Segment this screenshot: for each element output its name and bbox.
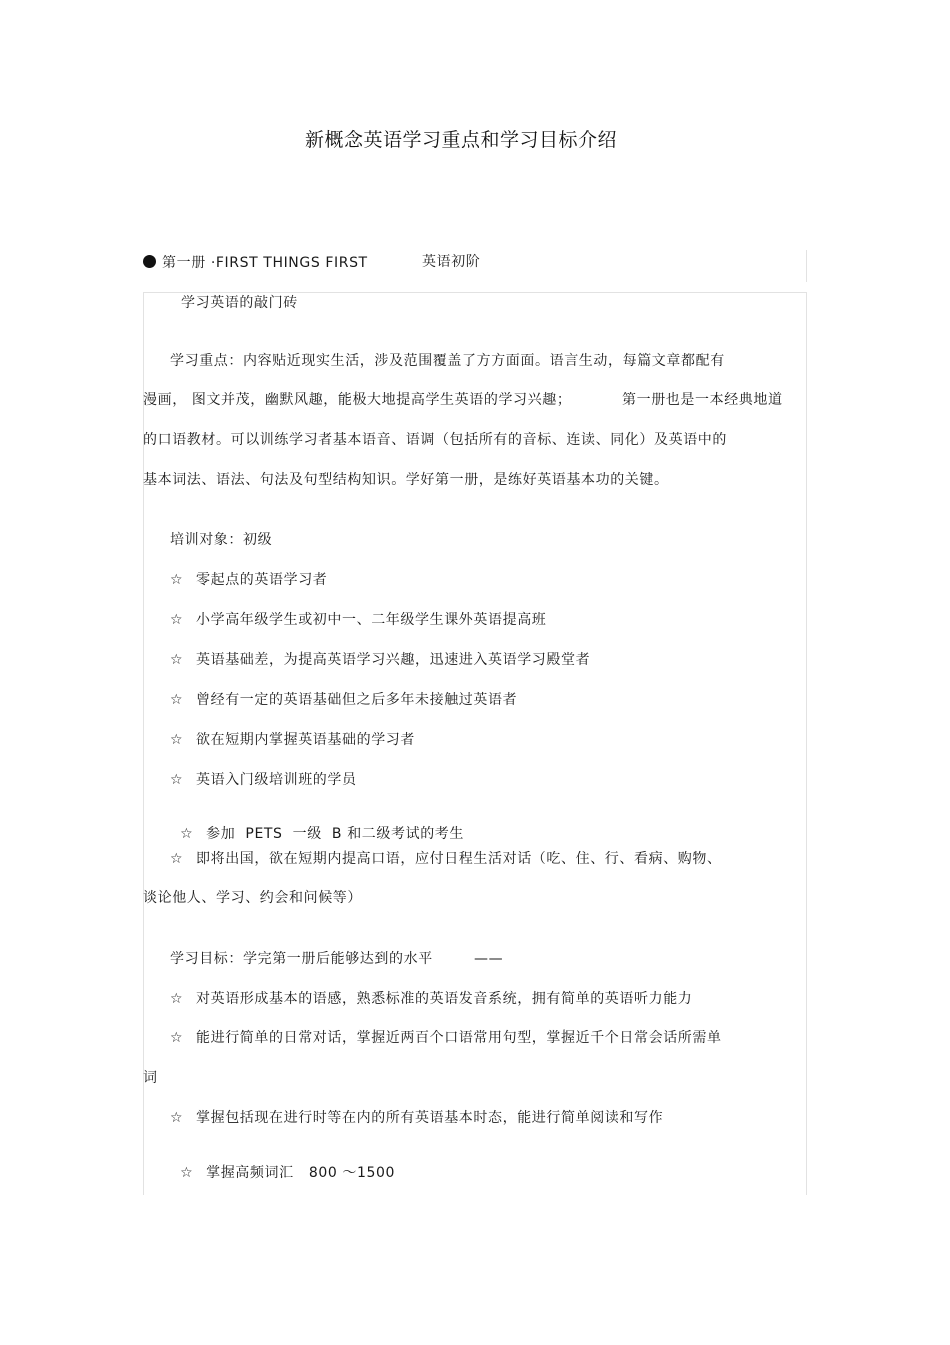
bullet-icon xyxy=(143,255,156,268)
book-label: 第一册 ·FIRST THINGS FIRST xyxy=(162,255,368,271)
book-subtitle: 学习英语的敲门砖 xyxy=(181,295,298,311)
page-title: 新概念英语学习重点和学习目标介绍 xyxy=(304,129,617,151)
list-item: ☆ 对英语形成基本的语感，熟悉标准的英语发音系统，拥有简单的英语听力能力 xyxy=(170,991,693,1007)
star-icon: ☆ xyxy=(170,692,184,708)
book-header xyxy=(143,255,368,270)
target-heading: 培训对象：初级 xyxy=(170,532,273,548)
star-icon: ☆ xyxy=(170,1030,184,1046)
star-icon: ☆ xyxy=(170,991,184,1007)
list-item: ☆ 能进行简单的日常对话，掌握近两百个口语常用句型，掌握近千个日常会话所需单 xyxy=(170,1030,722,1046)
star-icon: ☆ xyxy=(170,1110,184,1126)
star-icon: ☆ xyxy=(180,826,194,842)
goals-dash: —— xyxy=(474,951,504,967)
book-stage: 英语初阶 xyxy=(422,254,481,270)
list-item: ☆ 掌握包括现在进行时等在内的所有英语基本时态，能进行简单阅读和写作 xyxy=(170,1110,664,1126)
star-icon: ☆ xyxy=(170,851,184,867)
star-icon: ☆ xyxy=(170,652,184,668)
list-item: ☆ 曾经有一定的英语基础但之后多年未接触过英语者 xyxy=(170,692,518,708)
focus-line-1: 学习重点：内容贴近现实生活，涉及范围覆盖了方方面面。语言生动，每篇文章都配有 xyxy=(170,353,725,369)
focus-line-3: 的口语教材。可以训练学习者基本语音、语调（包括所有的音标、连读、同化）及英语中的 xyxy=(143,432,727,448)
list-item: ☆ 掌握高频词汇 800 ～1500 xyxy=(180,1165,396,1181)
list-item: ☆ 即将出国，欲在短期内提高口语，应付日程生活对话（吃、住、行、看病、购物、 xyxy=(170,851,722,867)
list-item: ☆ 参加 PETS 一级 B 和二级考试的考生 xyxy=(180,826,464,842)
star-icon: ☆ xyxy=(170,612,184,628)
focus-line-2a: 漫画， 图文并茂，幽默风趣，能极大地提高学生英语的学习兴趣； xyxy=(143,392,572,408)
focus-line-2b: 第一册也是一本经典地道 xyxy=(622,392,783,408)
star-icon: ☆ xyxy=(180,1165,194,1181)
list-item: ☆ 欲在短期内掌握英语基础的学习者 xyxy=(170,732,415,748)
list-item: ☆ 小学高年级学生或初中一、二年级学生课外英语提高班 xyxy=(170,612,547,628)
list-item-continuation: 谈论他人、学习、约会和问候等） xyxy=(143,890,362,906)
star-icon: ☆ xyxy=(170,732,184,748)
star-icon: ☆ xyxy=(170,772,184,788)
table-border-right xyxy=(806,292,807,1195)
star-icon: ☆ xyxy=(170,572,184,588)
table-border-left xyxy=(143,292,144,1195)
focus-line-4: 基本词法、语法、句法及句型结构知识。学好第一册，是练好英语基本功的关键。 xyxy=(143,472,669,488)
goals-heading: 学习目标：学完第一册后能够达到的水平 xyxy=(170,951,433,967)
list-item: ☆ 零起点的英语学习者 xyxy=(170,572,328,588)
list-item-continuation: 词 xyxy=(143,1070,158,1086)
table-border-right-top xyxy=(806,250,807,282)
list-item: ☆ 英语基础差，为提高英语学习兴趣，迅速进入英语学习殿堂者 xyxy=(170,652,591,668)
list-item: ☆ 英语入门级培训班的学员 xyxy=(170,772,357,788)
table-border-row xyxy=(143,292,807,293)
